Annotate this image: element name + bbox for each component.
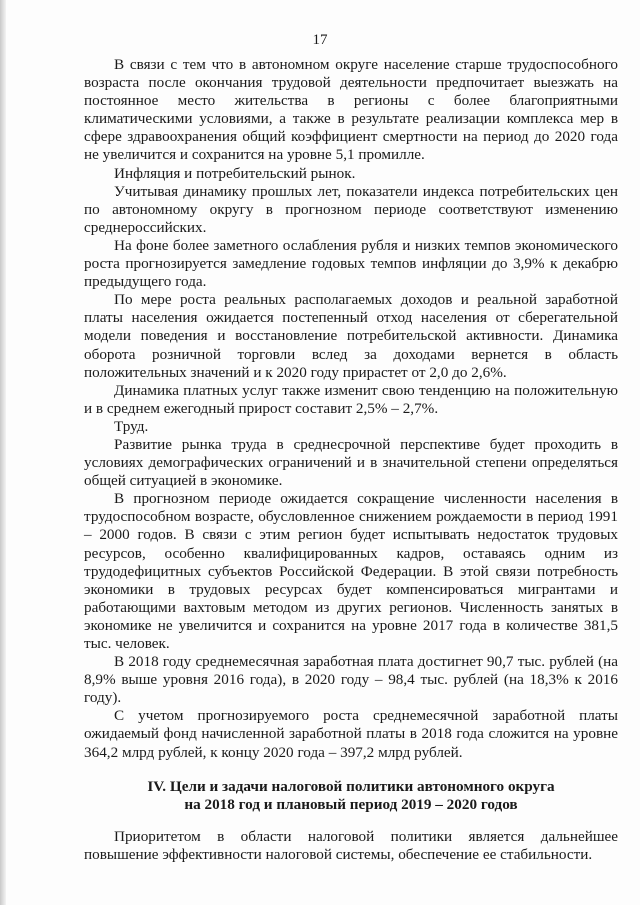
paragraph-wage-fund: С учетом прогнозируемого роста среднемесячной заработной платы ожидаемый фонд начисленной заработной платы в 2018 года сложится на уровне 364,2 млрд рублей, к концу 2020 года – 397,2 млрд рублей. xyxy=(84,707,618,761)
paragraph-wages: В 2018 году среднемесячная заработная плата достигнет 90,7 тыс. рублей (на 8,9% выше уровня 2016 года), в 2020 году – 98,4 тыс. рублей (на 18,3% к 2016 году). xyxy=(84,653,618,707)
page-number: 17 xyxy=(312,32,328,48)
paragraph-workforce: В прогнозном периоде ожидается сокращение численности населения в трудоспособном возрасте, обусловленное снижением рождаемости в период 1991 – 2000 годов. В связи с этим регион будет испытывать недостаток трудовых ресурсов, особенно квалифицированных кадров, оставаясь одним из трудодефицитных субъектов Российской Федерации. В этой связи потребность экономики в трудовых ресурсах будет компенсироваться мигрантами и работающими вахтовым методом из других регионов. Численность занятых в экономике не увеличится и сохранится на уровне 2017 года в количестве 381,5 тыс. человек. xyxy=(84,490,618,652)
paragraph-cpi: Учитывая динамику прошлых лет, показатели индекса потребительских цен по автономному округу в прогнозном периоде соответствуют изменению среднероссийских. xyxy=(84,182,618,236)
subheading-labor: Труд. xyxy=(114,417,149,435)
subheading-inflation: Инфляция и потребительский рынок. xyxy=(114,164,356,182)
page-body xyxy=(84,56,618,864)
paragraph-tax-priority: Приоритетом в области налоговой политики является дальнейшее повышение эффективности налоговой системы, обеспечение ее стабильности. xyxy=(84,827,618,863)
section-heading: IV. Цели и задачи налоговой политики автономного округа на 2018 год и плановый период 2019 – 2020 годов xyxy=(147,777,555,813)
paragraph-mortality: В связи с тем что в автономном округе население старше трудоспособного возраста после окончания трудовой деятельности предпочитает выезжать на постоянное место жительства в регионы с более благоприятными климатическими условиями, а также в результате реализации комплекса мер в сфере здравоохранения общий коэффициент смертности на период до 2020 года не увеличится и сохранится на уровне 5,1 промилле. xyxy=(84,56,618,164)
scan-edge-shadow xyxy=(0,0,6,905)
paragraph-paid-services: Динамика платных услуг также изменит свою тенденцию на положительную и в среднем ежегодный прирост составит 2,5% – 2,7%. xyxy=(84,381,618,417)
paragraph-retail: По мере роста реальных располагаемых доходов и реальной заработной платы населения ожидается постепенный отход населения от сберегательной модели поведения и восстановление потребительской активности. Динамика оборота розничной торговли вслед за доходами вернется в область положительных значений и к 2020 году прирастет от 2,0 до 2,6%. xyxy=(84,291,618,381)
paragraph-inflation-forecast: На фоне более заметного ослабления рубля и низких темпов экономического роста прогнозируется замедление годовых темпов инфляции до 3,9% к декабрю предыдущего года. xyxy=(84,236,618,291)
paragraph-labor-market: Развитие рынка труда в среднесрочной перспективе будет проходить в условиях демографических ограничений и в значительной степени определяться общей ситуацией в экономике. xyxy=(84,435,618,490)
